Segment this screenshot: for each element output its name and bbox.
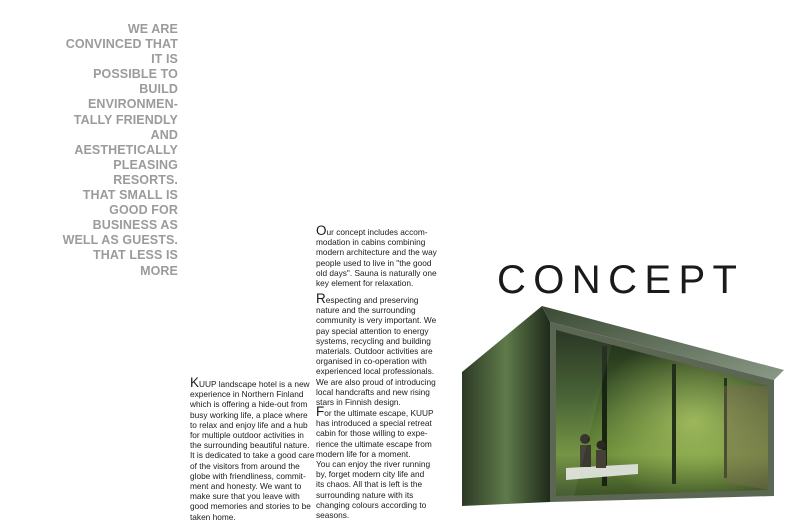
text-line: stars in Finnish design. (316, 397, 401, 408)
quote-line: WELL AS GUESTS. (62, 233, 178, 248)
text-line: by, forget modern city life and (316, 469, 425, 480)
text-line: or the ultimate escape, KUUP (324, 408, 434, 418)
quote-line: IT IS (151, 52, 178, 67)
tree-trunk (672, 364, 676, 484)
text-line: good memories and stories to be (190, 501, 311, 512)
escape-paragraph (316, 404, 442, 521)
drop-cap: R (316, 291, 326, 306)
quote-line: TALLY FRIENDLY (73, 112, 178, 127)
text-line: modern life for a moment. (316, 448, 411, 459)
quote-line: THAT LESS IS (92, 248, 178, 263)
drop-cap: K (190, 375, 200, 390)
quote-line: BUILD (139, 82, 178, 97)
text-line: experienced local professionals. (316, 366, 435, 377)
text-line: for multiple outdoor activities in (190, 430, 304, 441)
text-line: has introduced a special retreat (316, 418, 432, 429)
cabin-illustration (462, 306, 788, 516)
text-line: make sure that you leave with (190, 491, 300, 502)
quote-line: GOOD FOR (109, 203, 178, 218)
text-line: to relax and enjoy life and a hub (190, 419, 308, 430)
drop-cap: O (316, 223, 327, 238)
text-line: local handcrafts and new rising (316, 386, 430, 397)
text-line: ur concept includes accom- (326, 227, 428, 237)
text-line: community is very important. We (316, 315, 437, 326)
text-line: rience the ultimate escape from (316, 438, 432, 449)
text-line: materials. Outdoor activities are (316, 346, 433, 357)
quote-line: POSSIBLE TO (93, 67, 178, 82)
text-line: cabin for those willing to expe- (316, 428, 428, 439)
quote-line: WE ARE (127, 22, 178, 36)
text-line: modern architecture and the way (316, 247, 437, 258)
text-line: organised in co-operation with (316, 356, 427, 367)
quote-line: RESORTS. (113, 172, 178, 187)
text-line: modation in cabins combining (316, 237, 426, 248)
text-line: which is offering a hide-out from (190, 399, 308, 410)
quote-line: MORE (140, 263, 178, 278)
concept-heading: CONCEPT (497, 258, 745, 302)
quote-line: ENVIRONMEN- (88, 97, 178, 112)
text-line: nature and the surrounding (316, 305, 416, 316)
text-line: It is dedicated to take a good care (190, 450, 315, 461)
quote-line: AND (150, 127, 178, 142)
person (597, 441, 606, 450)
text-line: old days". Sauna is naturally one (316, 267, 437, 278)
intro-paragraph (190, 375, 315, 522)
text-line: especting and preserving (325, 295, 419, 305)
text-line: We are also proud of introducing (316, 376, 436, 387)
cabin-side (462, 306, 550, 506)
text-line: changing colours according to (316, 499, 427, 510)
text-line: experience in Northern Finland (190, 389, 304, 400)
concept-paragraph (316, 223, 442, 289)
text-line: of the visitors from around the (190, 460, 300, 471)
text-line: key element for relaxation. (316, 278, 414, 289)
text-line: busy working life, a place where (190, 409, 308, 420)
quote-line: AESTHETICALLY (74, 142, 178, 157)
text-line: ment and honesty. We want to (190, 481, 302, 492)
quote-line: THAT SMALL IS (82, 188, 178, 203)
quote-line: BUSINESS AS (92, 218, 178, 233)
pull-quote (60, 22, 178, 279)
text-line: seasons. (316, 510, 350, 521)
text-line: globe with friendliness, commit- (190, 470, 306, 481)
quote-line: PLEASING (113, 157, 178, 172)
text-line: You can enjoy the river running (316, 459, 431, 470)
text-line: taken home. (190, 511, 236, 522)
text-line: people used to live in "the good (316, 257, 432, 268)
drop-cap: F (316, 404, 325, 419)
text-line: its chaos. All that is left is the (316, 479, 423, 490)
text-line: UUP landscape hotel is a new (199, 379, 310, 389)
text-line: pay special attention to energy (316, 325, 429, 336)
text-line: systems, recycling and building (316, 335, 431, 346)
text-line: surrounding nature with its (316, 489, 414, 500)
nature-paragraph (316, 291, 442, 408)
text-line: the surrounding beautiful nature. (190, 440, 310, 451)
quote-line: CONVINCED THAT (65, 37, 178, 52)
